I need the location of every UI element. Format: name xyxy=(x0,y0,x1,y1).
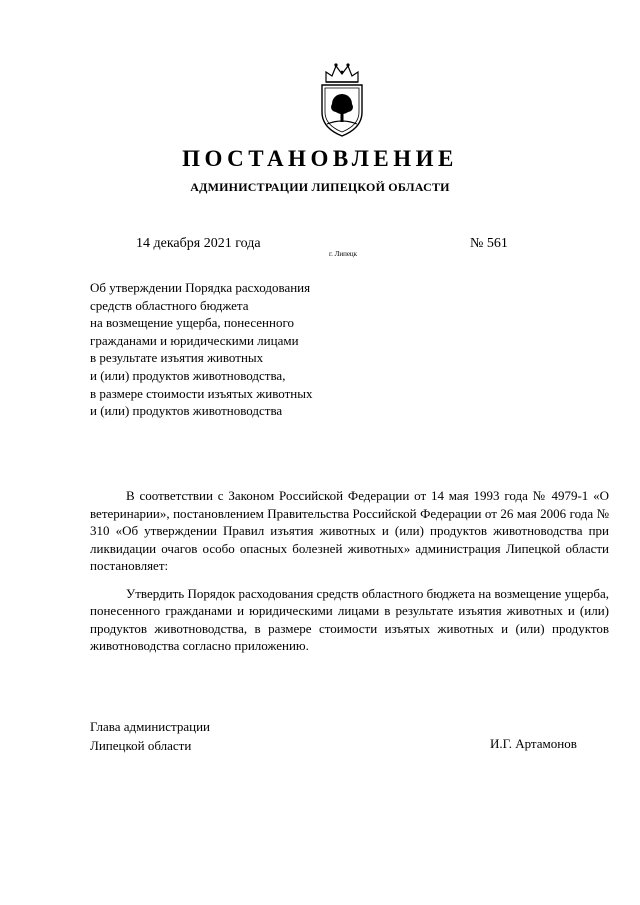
issuing-authority: АДМИНИСТРАЦИИ ЛИПЕЦКОЙ ОБЛАСТИ xyxy=(190,180,450,194)
document-subject xyxy=(90,279,390,420)
document-number: № 561 xyxy=(470,236,508,251)
resolution-paragraph: Утвердить Порядок расходования средств областного бюджета на возмещение ущерба, понесенного гражданами и юридическими лицами в результате изъятия животных и (или) продуктов животноводства, в размере стоимости изъятых животных и (или) продуктов животноводства согласно приложению. xyxy=(90,585,609,653)
document-date: 14 декабря 2021 года xyxy=(136,236,261,251)
signatory-position-line: Липецкой области xyxy=(90,737,192,753)
subject-line: и (или) продуктов животноводства xyxy=(90,403,283,419)
document-city: г. Липецк xyxy=(329,250,358,258)
subject-line: в результате изъятия животных xyxy=(90,350,264,366)
preamble-paragraph: В соответствии с Законом Российской Федерации от 14 мая 1993 года № 4979-1 «О ветеринарии», постановлением Правительства Российской Федерации от 26 мая 2006 года № 310 «Об утверждении Правил изъятия животных и (или) продуктов животноводства при ликвидации очагов особо опасных болезней животных» администрация Липецкой области постановляет: xyxy=(90,488,609,573)
subject-line: Об утверждении Порядка расходования xyxy=(90,280,311,295)
document-body xyxy=(90,487,609,665)
subject-line: гражданами и юридическими лицами xyxy=(90,332,299,348)
signatory-position-line: Глава администрации xyxy=(90,719,211,734)
signatory-position xyxy=(90,718,210,755)
signatory-name: И.Г. Артамонов xyxy=(490,736,577,751)
document-title: ПОСТАНОВЛЕНИЕ xyxy=(182,146,458,171)
coat-of-arms-icon xyxy=(318,60,366,140)
subject-line: в размере стоимости изъятых животных xyxy=(90,385,313,401)
subject-line: на возмещение ущерба, понесенного xyxy=(90,315,294,331)
subject-line: и (или) продуктов животноводства, xyxy=(90,367,286,383)
subject-line: средств областного бюджета xyxy=(90,297,249,313)
